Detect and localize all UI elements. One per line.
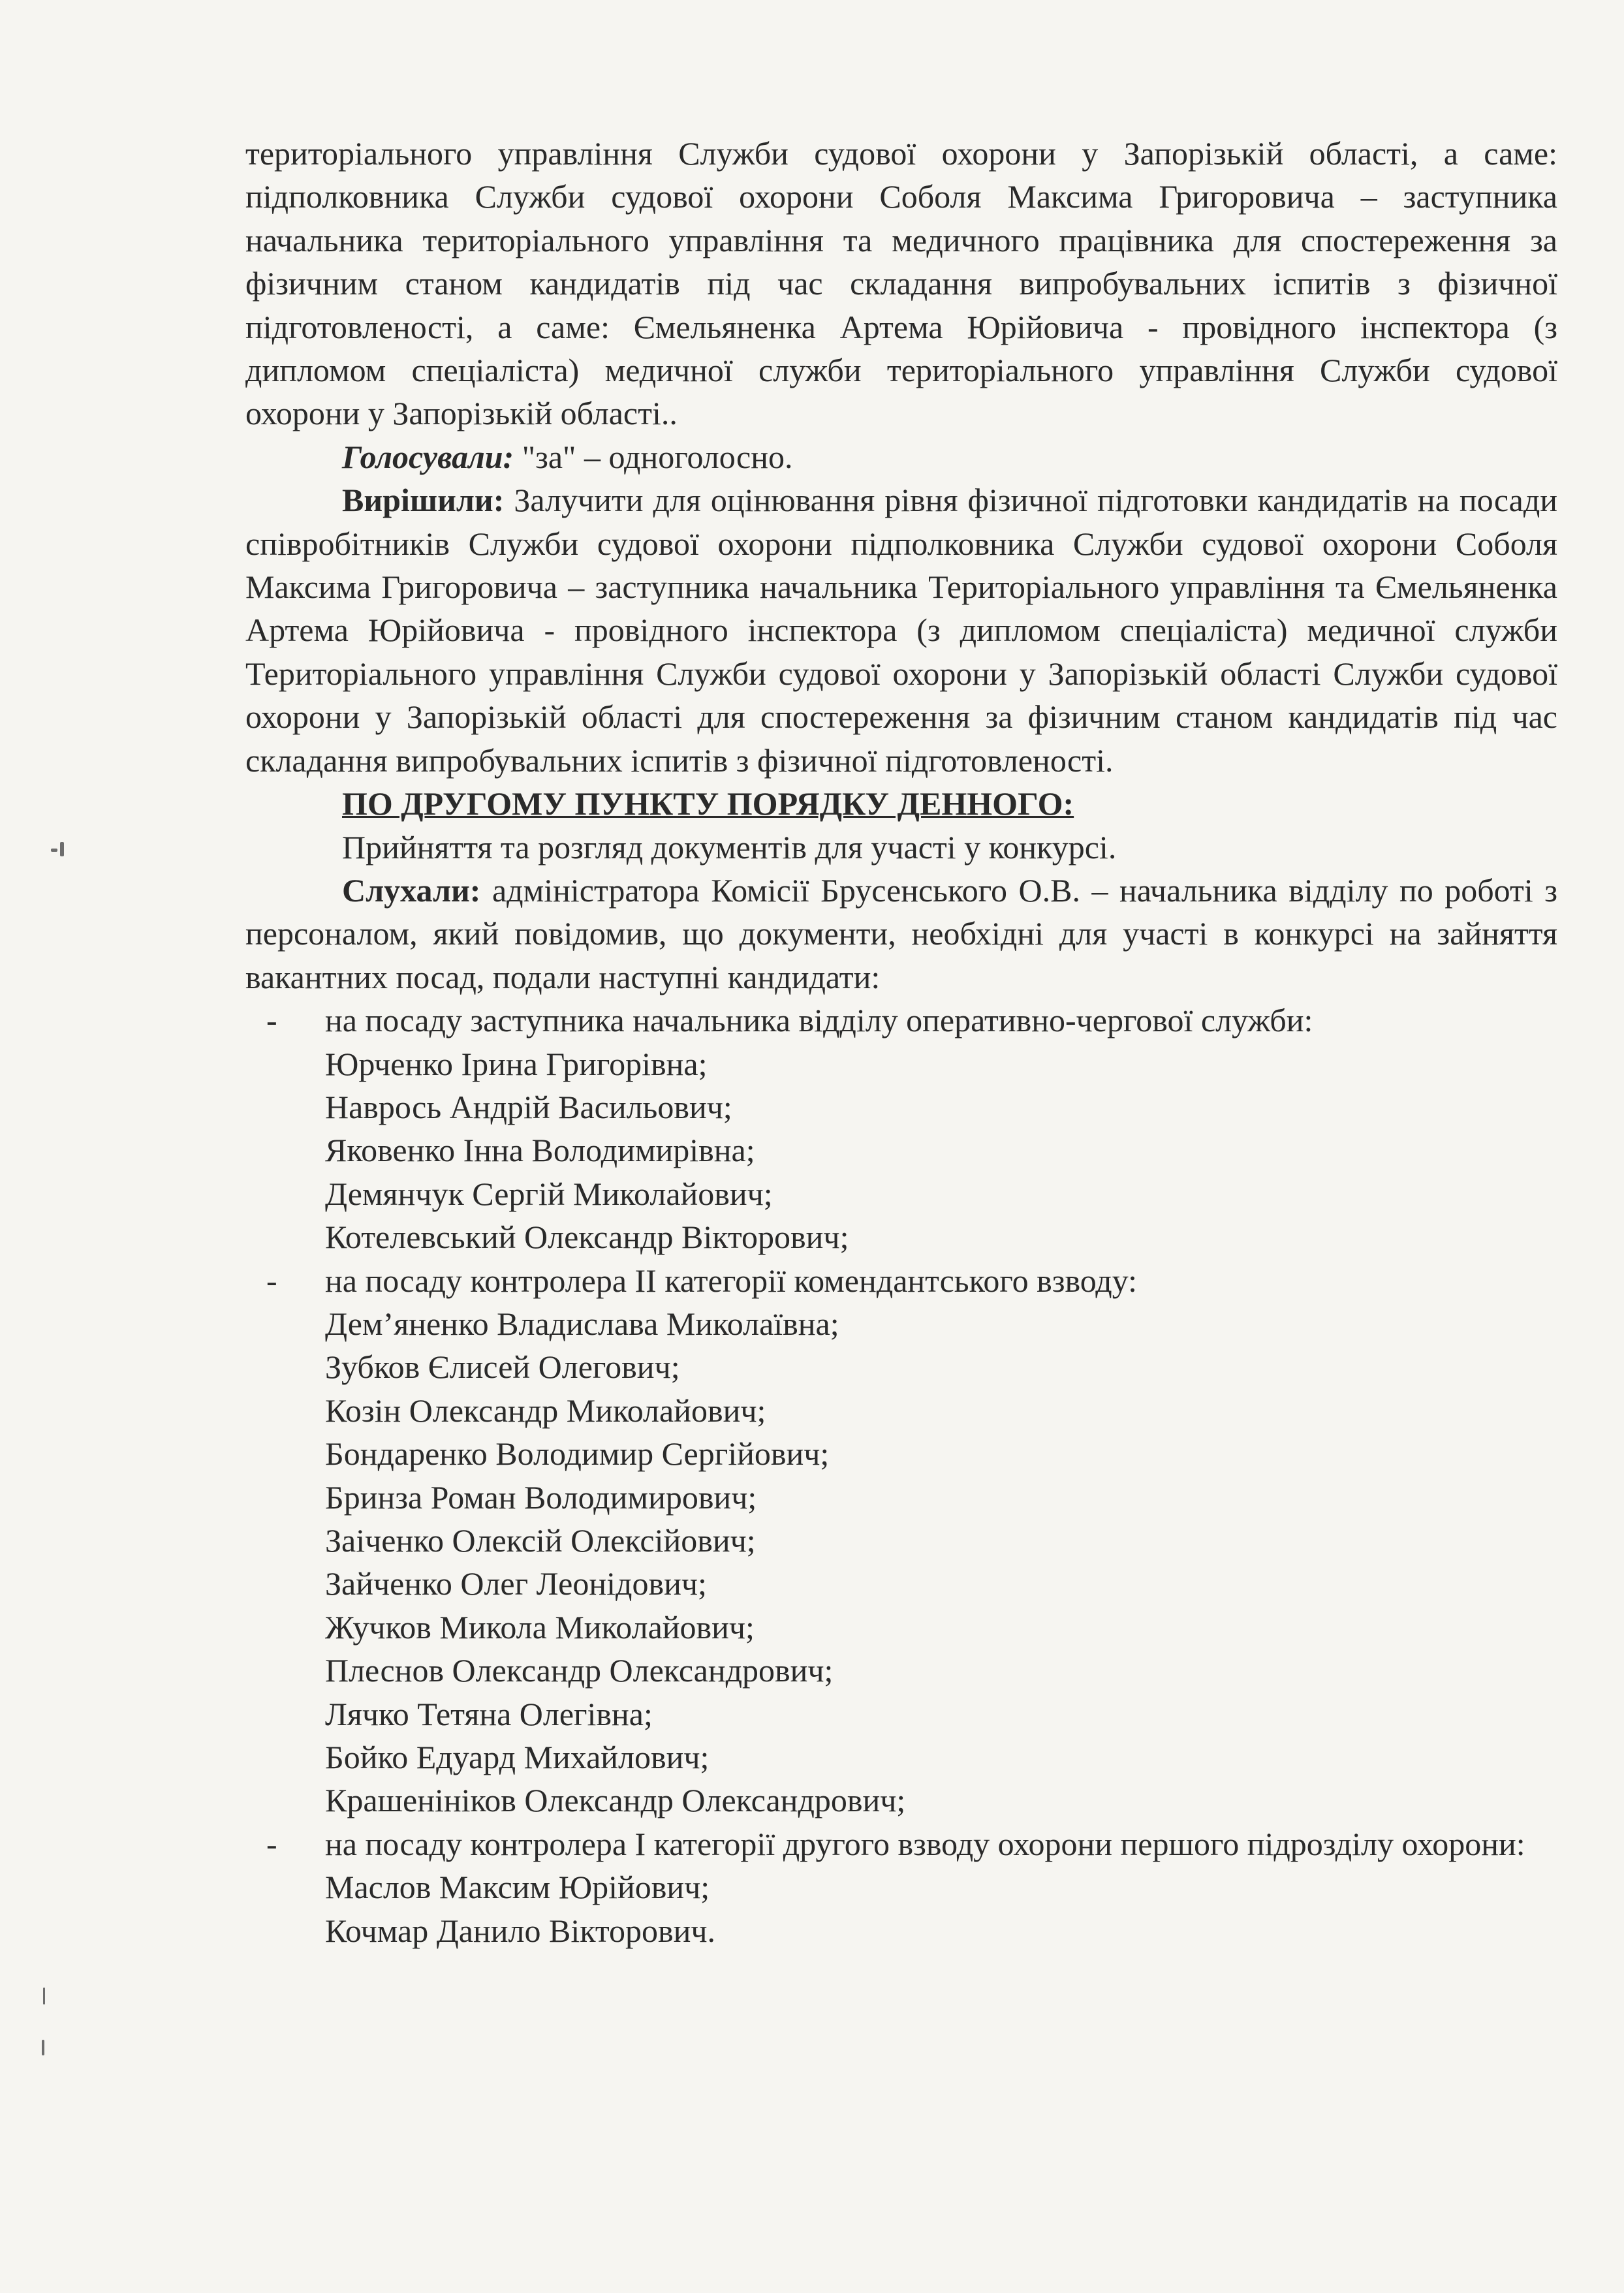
candidate-name: Кочмар Данило Вікторович. bbox=[325, 1912, 716, 1949]
candidate-name: Яковенко Інна Володимирівна; bbox=[325, 1132, 755, 1169]
heard-text: адміністратора Комісії Брусенського О.В. – начальника відділу по роботі з персоналом, який повідомив, що документи, необхідні для участі в конкурсі на зайняття вакантних посад, подали наступні кандидати: bbox=[245, 871, 1557, 995]
position-title bbox=[245, 1822, 1557, 1865]
candidate-name: Лячко Тетяна Олегівна; bbox=[325, 1695, 653, 1732]
candidate-name: Плеснов Олександр Олександрович; bbox=[325, 1652, 834, 1689]
decided-paragraph bbox=[245, 478, 1557, 782]
candidate-name: Крашенініков Олександр Олександрович; bbox=[325, 1782, 906, 1819]
position-block bbox=[245, 999, 1557, 1258]
position-title bbox=[245, 999, 1557, 1042]
candidate-name: Зубков Єлисей Олегович; bbox=[325, 1349, 680, 1386]
heard-label: Слухали: bbox=[342, 871, 481, 909]
decided-label: Вирішили: bbox=[342, 482, 505, 519]
scan-mark bbox=[60, 842, 64, 856]
decided-text: Залучити для оцінювання рівня фізичної підготовки кандидатів на посади співробітників Служби судової охорони підполковника Служби судової охорони Соболя Максима Григоровича – заступника начальника Територіального управління та Ємельяненка Артема Юрійовича - провідного інспектора (з дипломом спеціаліста) медичної служби Територіального управління Служби судової охорони у Запорізькій області Служби судової охорони у Запорізькій області для спостереження за фізичним станом кандидатів під час складання випробувальних іспитів з фізичної підготовленості. bbox=[245, 482, 1558, 779]
scan-mark bbox=[42, 2040, 44, 2055]
agenda-item: Прийняття та розгляд документів для участі у конкурсі. bbox=[342, 828, 1117, 866]
candidate-name: Бондаренко Володимир Сергійович; bbox=[325, 1435, 830, 1473]
candidate-name: Бринза Роман Володимирович; bbox=[325, 1478, 757, 1516]
document-body bbox=[245, 132, 1557, 1952]
intro-paragraph: територіального управління Служби судової охорони у Запорізькій області, а саме: підполковника Служби судової охорони Соболя Максима Григоровича – заступника начальника територіального управління та медичного працівника для спостереження за фізичним станом кандидатів під час складання випробувальних іспитів з фізичної підготовленості, а саме: Ємельяненка Артема Юрійовича - провідного інспектора (з дипломом спеціаліста) медичної служби територіального управління Служби судової охорони у Запорізькій області.. bbox=[245, 135, 1557, 432]
voted-paragraph bbox=[245, 435, 1557, 478]
candidate-name: Бойко Едуард Михайлович; bbox=[325, 1739, 710, 1776]
candidate-name: Заіченко Олексій Олексійович; bbox=[325, 1522, 756, 1559]
position-block bbox=[245, 1822, 1557, 1952]
list-dash: - bbox=[266, 1002, 277, 1039]
position-title-text: на посаду заступника начальника відділу оперативно-чергової служби: bbox=[325, 1002, 1313, 1039]
list-dash: - bbox=[266, 1262, 277, 1299]
candidate-name: Дем’яненко Владислава Миколаївна; bbox=[325, 1305, 839, 1342]
candidate-name: Жучков Микола Миколайович; bbox=[325, 1608, 755, 1646]
scan-mark bbox=[51, 849, 57, 852]
candidate-name: Маслов Максим Юрійович; bbox=[325, 1869, 710, 1906]
position-title-text: на посаду контролера І категорії другого взводу охорони першого підрозділу охорони: bbox=[325, 1825, 1525, 1862]
candidate-name: Наврось Андрій Васильович; bbox=[325, 1088, 732, 1125]
candidate-name: Юрченко Ірина Григорівна; bbox=[325, 1045, 708, 1082]
heard-paragraph bbox=[245, 869, 1557, 999]
candidate-name: Демянчук Сергій Миколайович; bbox=[325, 1175, 773, 1212]
voted-label: Голосували: bbox=[342, 438, 514, 475]
voted-text: "за" – одноголосно. bbox=[522, 438, 793, 475]
candidate-name: Зайченко Олег Леонідович; bbox=[325, 1565, 707, 1602]
candidate-name: Котелевський Олександр Вікторович; bbox=[325, 1219, 849, 1256]
scan-mark bbox=[43, 1988, 45, 2004]
position-title-text: на посаду контролера ІІ категорії комендантського взводу: bbox=[325, 1262, 1137, 1299]
candidate-name: Козін Олександр Миколайович; bbox=[325, 1392, 766, 1429]
position-block bbox=[245, 1259, 1557, 1822]
section-title: ПО ДРУГОМУ ПУНКТУ ПОРЯДКУ ДЕННОГО: bbox=[342, 785, 1074, 822]
position-title bbox=[245, 1259, 1557, 1302]
list-dash: - bbox=[266, 1825, 277, 1862]
